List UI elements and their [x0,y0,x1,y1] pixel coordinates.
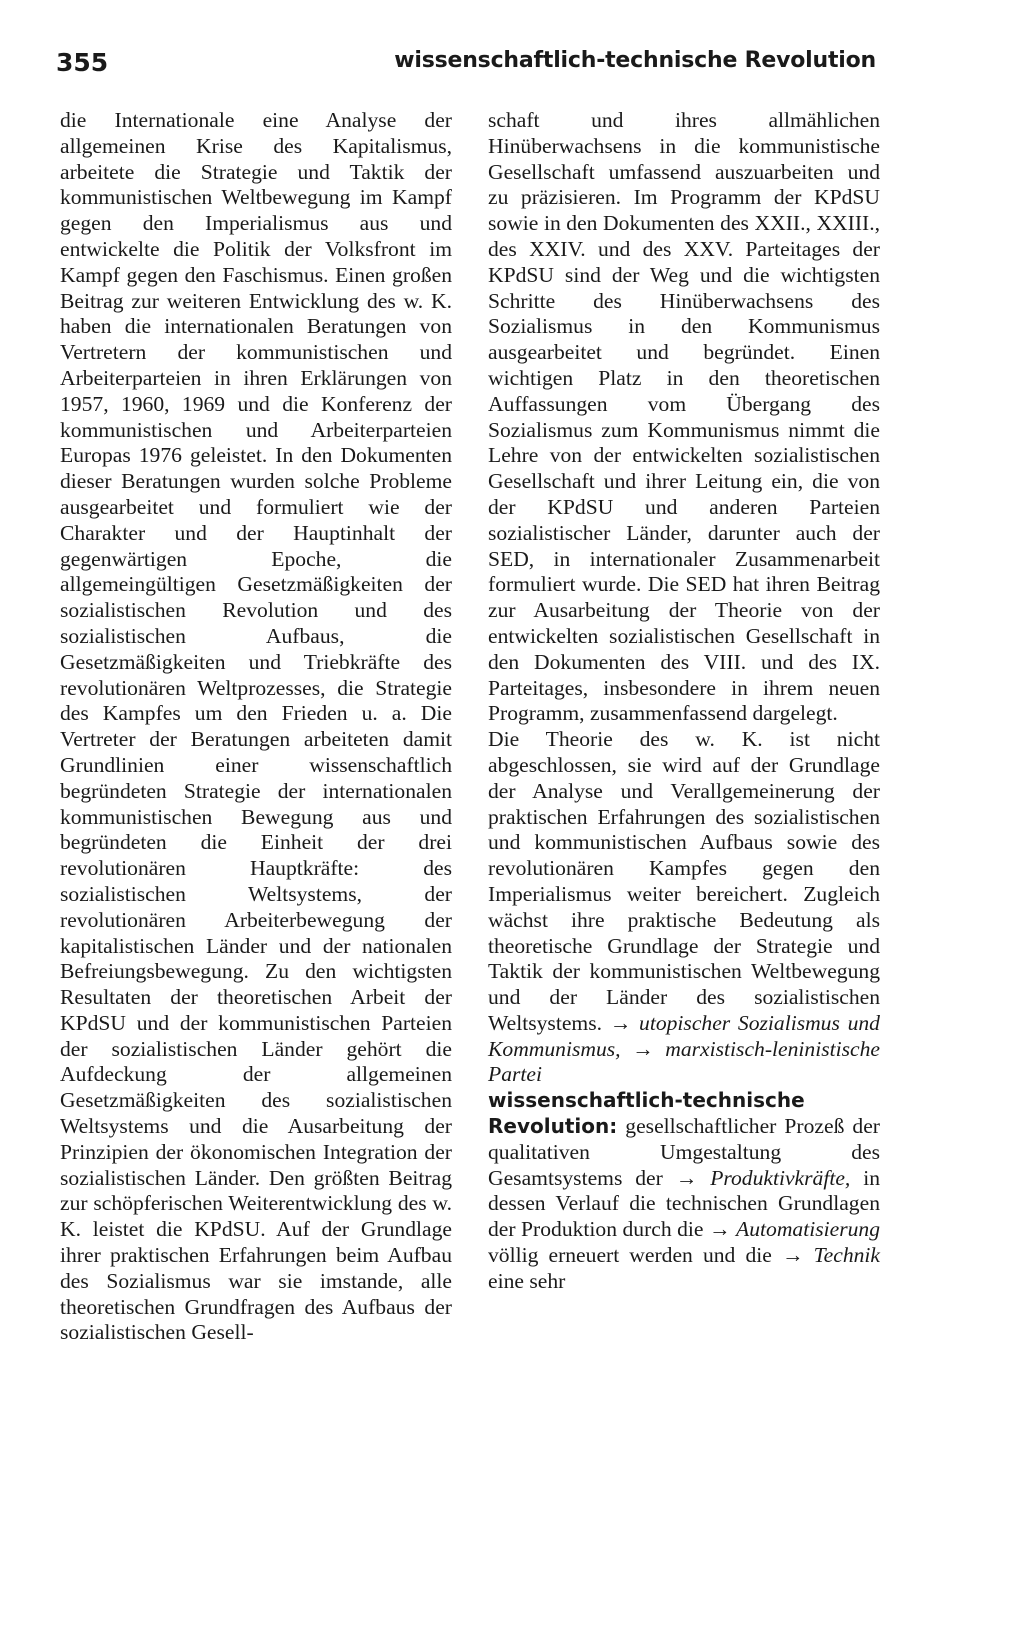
cross-reference-arrow-icon: → [609,1010,632,1035]
cross-reference-marxistisch-leninistische-partei[interactable]: marxistisch-leninistische Partei [488,1036,880,1087]
page-number: 355 [56,48,109,77]
cross-reference-utopischer-sozialismus[interactable]: utopischer Sozialismus und Kommunismus, [488,1010,880,1061]
cross-reference-arrow-icon: → [632,1036,654,1061]
cross-reference-arrow-icon: → [708,1217,731,1242]
theory-paragraph [488,727,880,1088]
entry-text: gesellschaftlicher Prozeß der qualitativen Umgestaltung des Gesamtsystems der [488,1114,880,1190]
entry-text: völlig erneuert werden und die [488,1243,772,1268]
right-column [488,108,880,1295]
cross-reference-arrow-icon: → [675,1165,698,1190]
entry-headword: wissenschaftlich-technische Revolution: [488,1088,805,1139]
continuation-paragraph: schaft und ihres allmählichen Hinüberwachsens in die kommunistische Gesellschaft umfassend auszuarbeiten und zu präzisieren. Im Programm der KPdSU sowie in den Dokumenten des XXII., XXIII., des XXIV. und des XXV. Parteitages der KPdSU sind der Weg und die wichtigsten Schritte des Hinüberwachsens des Sozialismus in den Kommunismus ausgearbeitet und begründet. Einen wichtigen Platz in den theoretischen Auffassungen vom Übergang des Sozialismus zum Kommunismus nimmt die Lehre von der entwickelten sozialistischen Gesellschaft und ihrer Leitung ein, die von der KPdSU und anderen Parteien sozialistischer Länder, darunter auch der SED, in internationaler Zusammenarbeit formuliert wurde. Die SED hat ihren Beitrag zur Ausarbeitung der Theorie von der entwickelten sozialistischen Gesellschaft in den Dokumenten des VIII. und des IX. Parteitages, insbesondere in ihrem neuen Programm, zusammenfassend dargelegt. [488,108,880,726]
theory-text: Die Theorie des w. K. ist nicht abgeschlossen, sie wird auf der Grundlage der Analyse und Verallgemeinerung der praktischen Erfahrungen des sozialistischen und kommunistischen Aufbaus sowie des revolutionären Kampfes gegen den Imperialismus weiter bereichert. Zugleich wächst ihre praktische Bedeutung als theoretische Grundlage der Strategie und Taktik der kommunistischen Weltbewegung und der Länder des sozialistischen Weltsystems. [488,727,880,1035]
cross-reference-automatisierung[interactable]: Automatisierung [736,1217,880,1242]
left-column [60,108,452,1346]
entry-text: in dessen Verlauf die technischen Grundlagen der Produktion durch die [488,1165,880,1242]
cross-reference-technik[interactable]: Technik [813,1243,881,1268]
cross-reference-arrow-icon: → [781,1243,804,1268]
left-column-text: die Internationale eine Analyse der allgemeinen Krise des Kapitalismus, arbeitete die Strategie und Taktik der kommunistischen Weltbewegung im Kampf gegen den Imperialismus aus und entwickelte die Politik der Volksfront im Kampf gegen den Faschismus. Einen großen Beitrag zur weiteren Entwicklung des w. K. haben die internationalen Beratungen von Vertretern der kommunistischen und Arbeiterparteien in ihren Erklärungen von 1957, 1960, 1969 und die Konferenz der kommunistischen und Arbeiterparteien Europas 1976 geleistet. In den Dokumenten dieser Beratungen wurden solche Probleme ausgearbeitet und formuliert wie der Charakter und der Hauptinhalt der gegenwärtigen Epoche, die allgemeingültigen Gesetzmäßigkeiten der sozialistischen Revolution und des sozialistischen Aufbaus, die Gesetzmäßigkeiten und Triebkräfte des revolutionären Weltprozesses, die Strategie des Kampfes um den Frieden u. a. Die Vertreter der Beratungen arbeiteten damit Grundlinien einer wissenschaftlich begründeten Strategie der internationalen kommunistischen Bewegung aus und begründeten die Einheit der drei revolutionären Hauptkräfte: des sozialistischen Weltsystems, der revolutionären Arbeiterbewegung der kapitalistischen Länder und der nationalen Befreiungsbewegung. Zu den wichtigsten Resultaten der theoretischen Arbeit der KPdSU und der kommunistischen Parteien der sozialistischen Länder gehört die Aufdeckung der allgemeinen Gesetzmäßigkeiten des sozialistischen Weltsystems und die Ausarbeitung der Prinzipien der ökonomischen Integration der sozialistischen Länder. Den größten Beitrag zur schöpferischen Weiterentwicklung des w. K. leistet die KPdSU. Auf der Grundlage ihrer praktischen Erfahrungen beim Aufbau des Sozialismus war sie imstande, alle theoretischen Grundfragen des Aufbaus der sozialistischen Gesell- [60,108,452,1345]
running-head: wissenschaftlich-technische Revolution [394,48,876,73]
entry-text: eine sehr [488,1268,566,1293]
dictionary-entry-wtr [488,1088,880,1294]
page-header [56,48,876,88]
cross-reference-produktivkraefte[interactable]: Produktivkräfte, [710,1165,851,1190]
